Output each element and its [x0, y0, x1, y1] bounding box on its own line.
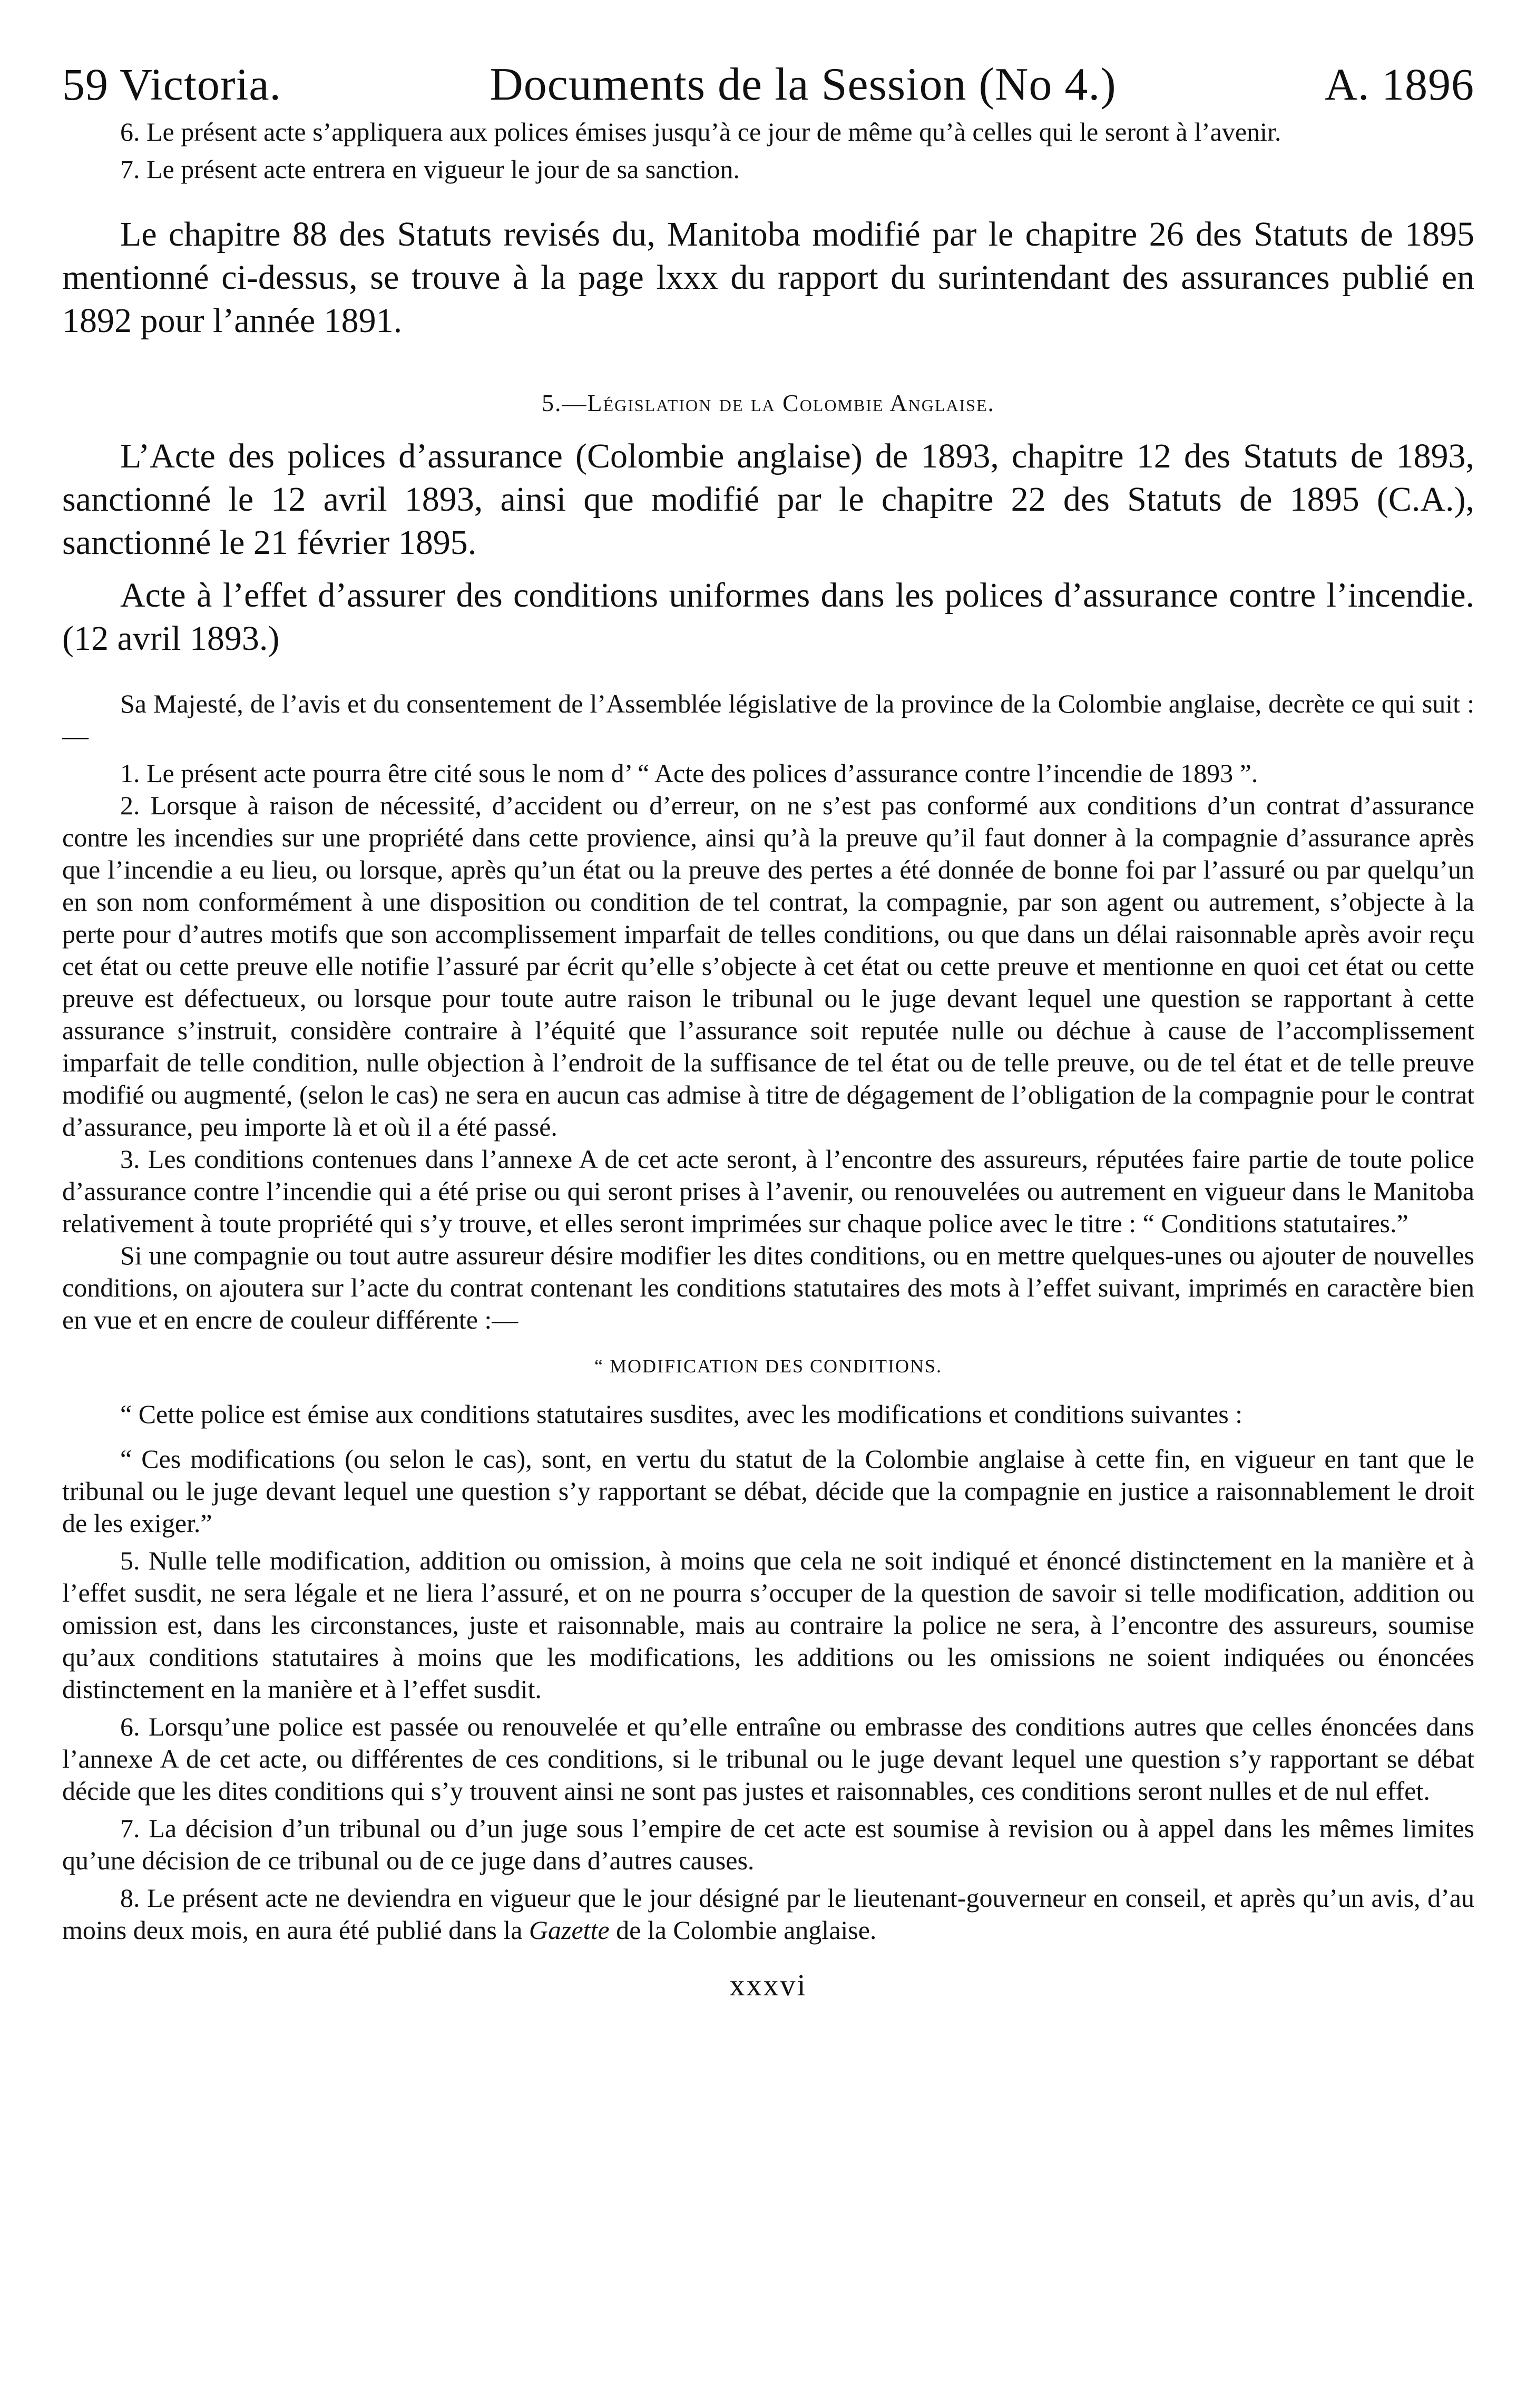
enacting-clause: Sa Majesté, de l’avis et du consentement de l’Assemblée législative de la province de la Colombie anglaise, decrète ce qui suit :—: [62, 689, 1474, 750]
act-subtitle: Acte à l’effet d’assurer des conditions uniformes dans les polices d’assurance contre l’incendie. (12 avril 1893.): [62, 576, 1474, 658]
header-document-title: Documents de la Session (No 4.): [490, 59, 1117, 110]
modification-heading: “ MODIFICATION DES CONDITIONS.: [594, 1356, 942, 1377]
section-8: [62, 1882, 1474, 1946]
section-8-text-end: de la Colombie anglaise.: [609, 1915, 877, 1945]
section-6: 6. Lorsqu’une police est passée ou renouvelée et qu’elle entraîne ou embrasse des conditions autres que celles énoncées dans l’annexe A de cet acte, ou différentes de ces conditions, si le tribunal ou le juge devant lequel une question s’y rapportant se débat décide que les dites conditions qui s’y trouvent ainsi ne sont pas justes et raisonnables, ces conditions seront nulles et de nul effet.: [62, 1712, 1474, 1806]
paragraph-section-7: 7. Le présent acte entrera en vigueur le jour de sa sanction.: [120, 154, 740, 184]
note-paragraph: Le chapitre 88 des Statuts revisés du, Manitoba modifié par le chapitre 26 des Statuts de 1895 mentionné ci-dessus, se trouve à la page lxxx du rapport du surintendant des assurances publié en 1892 pour l’année 1891.: [62, 215, 1474, 340]
header-session-year: 59 Victoria.: [62, 59, 282, 110]
section-8-text-start: 8. Le présent acte ne deviendra en vigueur que le jour désigné par le lieutenant-gouverneur en conseil, et après qu’un avis, d’au moins deux mois, en aura été publié dans la: [62, 1883, 1474, 1945]
section-4: Si une compagnie ou tout autre assureur désire modifier les dites conditions, ou en mettre quelques-unes ou ajouter de nouvelles conditions, on ajoutera sur l’acte du contrat contenant les conditions statutaires des mots à l’effet suivant, imprimés en caractère bien en vue et en encre de couleur différente :—: [62, 1241, 1474, 1334]
section-1: 1. Le présent acte pourra être cité sous le nom d’ “ Acte des polices d’assurance contre l’incendie de 1893 ”.: [120, 758, 1258, 788]
section-3: 3. Les conditions contenues dans l’annexe A de cet acte seront, à l’encontre des assureurs, réputées faire partie de toute police d’assurance contre l’incendie qui a été prise ou qui seront prises à l’avenir, ou renouvelées ou autrement en vigueur dans le Manitoba relativement à toute propriété qui s’y trouve, et elles seront imprimées sur chaque police avec le titre : “ Conditions statutaires.”: [62, 1144, 1474, 1238]
gazette-italic: Gazette: [529, 1915, 610, 1945]
paragraph-section-6: 6. Le présent acte s’appliquera aux polices émises jusqu’à ce jour de même qu’à celles qui le seront à l’avenir.: [120, 117, 1281, 147]
section-2: 2. Lorsque à raison de nécessité, d’accident ou d’erreur, on ne s’est pas conformé aux conditions d’un contrat d’assurance contre les incendies sur une propriété dans cette provience, ainsi qu’à la preuve qu’il faut donner à la compagnie d’assurance après que l’incendie a eu lieu, ou lorsque, après qu’un état ou la preuve des pertes a été donnée de bonne foi par l’assuré ou par quelqu’un en son nom conformément à une disposition ou condition de tel contrat, la compagnie, par son agent ou autrement, s’objecte à la perte pour d’autres motifs que son accomplissement imparfait de telles conditions, ou que dans un délai raisonnable après avoir reçu cet état ou cette preuve elle notifie l’assuré par écrit qu’elle s’objecte à cet état ou cette preuve et mentionne en quoi cet état ou cette preuve est défectueux, ou lorsque pour toute autre raison le tribunal ou le juge devant lequel une question se rapportant à cette assurance s’instruit, considère contraire à l’équité que l’assurance soit reputée nulle ou déchue à cause de l’accomplissement imparfait de telle condition, nulle objection à l’endroit de la suffisance de tel état ou de telle preuve, ou de tel état et de telle preuve modifié ou augmenté, (selon le cas) ne sera en aucun cas admise à titre de dégagement de l’obligation de la compagnie pour le contrat d’assurance, peu importe là et où il a été passé.: [62, 791, 1474, 1142]
act-title: L’Acte des polices d’assurance (Colombie anglaise) de 1893, chapitre 12 des Statuts de 1893, sanctionné le 12 avril 1893, ainsi que modifié par le chapitre 22 des Statuts de 1895 (C.A.), sanctionné le 21 février 1895.: [62, 437, 1474, 562]
page-header: [62, 58, 1474, 116]
document-page: [62, 58, 1474, 2003]
section-heading: 5.—Législation de la Colombie Anglaise.: [541, 389, 995, 416]
page-number: xxxvi: [729, 1968, 807, 2002]
section-7: 7. La décision d’un tribunal ou d’un juge sous l’empire de cet acte est soumise à revision ou à appel dans les mêmes limites qu’une décision de ce tribunal ou de ce juge dans d’autres causes.: [62, 1814, 1474, 1875]
section-5: 5. Nulle telle modification, addition ou omission, à moins que cela ne soit indiqué et énoncé distinctement en la manière et à l’effet susdit, ne sera légale et ne liera l’assuré, et on ne pourra s’occuper de la question de savoir si telle modification, addition ou omission est, dans les circonstances, juste et raisonnable, mais au contraire la police ne sera, à l’encontre des assureurs, soumise qu’aux conditions statutaires à moins que les modifications, les additions ou les omissions ne soient indiquées ou énoncées distinctement en la manière et à l’effet susdit.: [62, 1546, 1474, 1704]
modification-clause-2: “ Ces modifications (ou selon le cas), sont, en vertu du statut de la Colombie anglaise à cette fin, en vigueur en tant que le tribunal ou le juge devant lequel une question s’y rapportant se débat, décide que la compagnie en justice a raisonnablement le droit de les exiger.”: [62, 1444, 1474, 1538]
modification-clause-1: “ Cette police est émise aux conditions statutaires susdites, avec les modifications et conditions suivantes :: [120, 1399, 1243, 1429]
header-series-year: A. 1896: [1324, 59, 1474, 110]
